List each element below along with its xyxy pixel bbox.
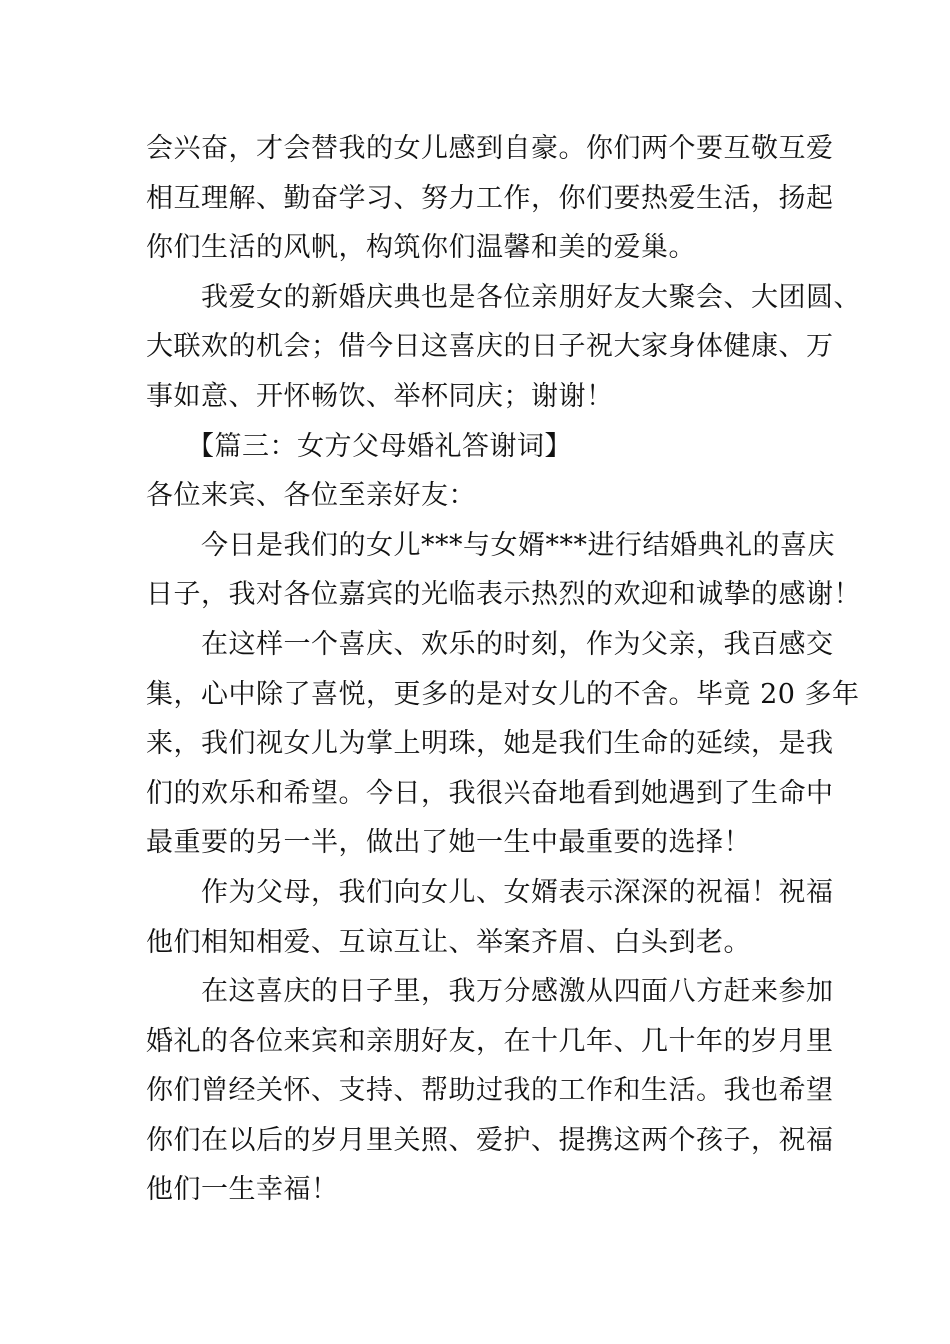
text-line: 集，心中除了喜悦，更多的是对女儿的不舍。毕竟 20 多年 [146,678,860,710]
text-line: 他们一生幸福！ [146,1174,339,1206]
text-line: 们的欢乐和希望。今日，我很兴奋地看到她遇到了生命中 [146,777,834,809]
paragraph-start-line: 我爱女的新婚庆典也是各位亲朋好友大聚会、大团圆、 [201,281,861,313]
document-body [146,124,861,1215]
text-line: 婚礼的各位来宾和亲朋好友，在十几年、几十年的岁月里 [146,1025,834,1057]
paragraph-start-line: 在这喜庆的日子里，我万分感激从四面八方赶来参加 [201,976,834,1008]
text-line: 相互理解、勤奋学习、努力工作，你们要热爱生活，扬起 [146,182,834,214]
text-line: 大联欢的机会；借今日这喜庆的日子祝大家身体健康、万 [146,331,834,363]
text-line: 来，我们视女儿为掌上明珠，她是我们生命的延续，是我 [146,728,834,760]
text-line: 他们相知相爱、互谅互让、举案齐眉、白头到老。 [146,926,751,958]
section-heading: 【篇三：女方父母婚礼答谢词】 [187,430,572,462]
text-line: 事如意、开怀畅饮、举杯同庆；谢谢！ [146,380,614,412]
text-line: 你们曾经关怀、支持、帮助过我的工作和生活。我也希望 [146,1075,834,1107]
paragraph-start-line: 今日是我们的女儿***与女婿***进行结婚典礼的喜庆 [201,529,835,561]
text-line: 最重要的另一半，做出了她一生中最重要的选择！ [146,827,751,859]
text-line: 日子，我对各位嘉宾的光临表示热烈的欢迎和诚挚的感谢！ [146,579,861,611]
salutation-line: 各位来宾、各位至亲好友： [146,480,476,512]
paragraph-start-line: 作为父母，我们向女儿、女婿表示深深的祝福！祝福 [201,876,834,908]
text-line: 你们生活的风帆，构筑你们温馨和美的爱巢。 [146,232,696,264]
text-line: 会兴奋，才会替我的女儿感到自豪。你们两个要互敬互爱 [146,133,834,164]
paragraph-start-line: 在这样一个喜庆、欢乐的时刻，作为父亲，我百感交 [201,628,834,660]
text-line: 你们在以后的岁月里关照、爱护、提携这两个孩子，祝福 [146,1124,834,1156]
